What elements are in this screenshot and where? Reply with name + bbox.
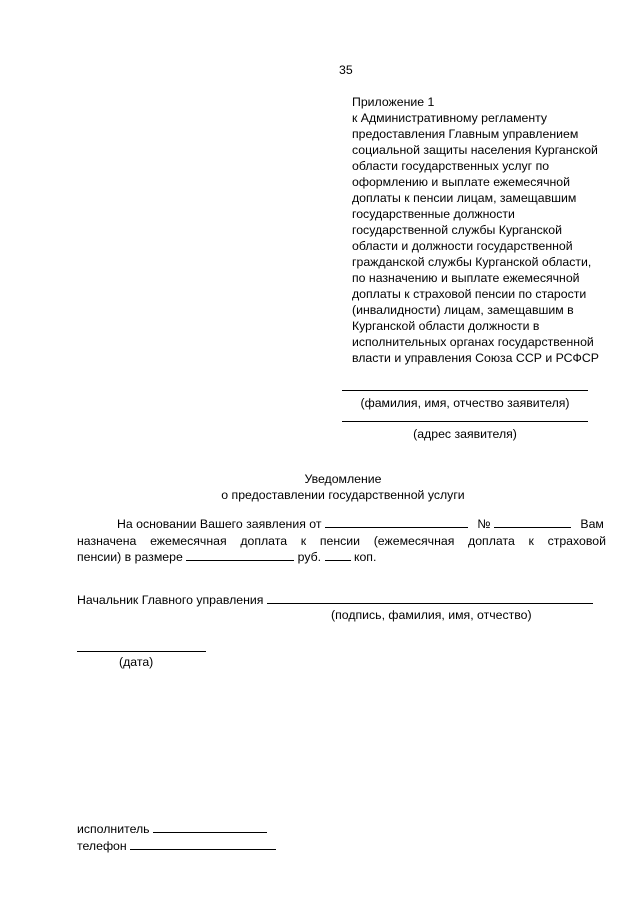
phone-label: телефон (77, 839, 127, 853)
appendix-line: государственной службы Курганской (352, 223, 563, 237)
body-word: доплата (468, 534, 515, 548)
notice-title: Уведомление (304, 472, 382, 486)
body-line-3 (77, 549, 376, 565)
body-line-1 (117, 516, 604, 532)
appendix-line: государственные должности (352, 207, 515, 221)
appendix-line: к Административному регламенту (352, 111, 548, 125)
executor-row (77, 821, 267, 837)
notice-subtitle: о предоставлении государственной услуги (221, 488, 465, 502)
amount-rub-field[interactable] (186, 549, 294, 561)
body-word: к (528, 534, 534, 548)
body-word: к (300, 534, 307, 548)
applicant-name-line (342, 390, 588, 391)
applicant-address-caption: (адрес заявителя) (413, 427, 517, 441)
signature-caption: (подпись, фамилия, имя, отчество) (331, 608, 532, 622)
amount-kop-field[interactable] (325, 549, 351, 561)
body-line-2 (77, 533, 606, 549)
date-caption: (дата) (119, 655, 154, 669)
body-word: доплата (240, 534, 288, 548)
phone-row (77, 838, 276, 854)
kop-label: коп. (353, 550, 377, 564)
date-line[interactable] (77, 651, 206, 652)
number-sign: № (477, 517, 491, 531)
body-word: (ежемесячная (373, 534, 455, 548)
application-date-field[interactable] (325, 516, 468, 528)
body-word: ежемесячная (150, 534, 227, 548)
appendix-line: оформлению и выплате ежемесячной (352, 175, 570, 189)
body-text: На основании Вашего заявления от (117, 517, 322, 531)
executor-field[interactable] (153, 821, 267, 833)
appendix-line: (инвалидности) лицам, замещавшим в (352, 303, 574, 317)
appendix-line: области государственных услуг по (352, 159, 550, 173)
appendix-title: Приложение 1 (352, 95, 435, 109)
signature-row (77, 592, 593, 608)
appendix-line: социальной защиты населения Курганской (352, 143, 598, 157)
body-text: пенсии) в размере (77, 550, 183, 564)
phone-field[interactable] (130, 838, 276, 850)
body-text: Вам (580, 517, 604, 531)
executor-label: исполнитель (77, 822, 150, 836)
appendix-line: власти и управления Союза ССР и РСФСР (352, 351, 599, 365)
appendix-line: Курганской области должности в (352, 319, 540, 333)
signature-label: Начальник Главного управления (77, 593, 264, 607)
application-number-field[interactable] (494, 516, 571, 528)
appendix-line: области и должности государственной (352, 239, 573, 253)
page-number: 35 (339, 63, 353, 77)
applicant-name-caption: (фамилия, имя, отчество заявителя) (360, 396, 570, 410)
body-word: пенсии (319, 534, 361, 548)
appendix-line: доплаты к пенсии лицам, замещавшим (352, 191, 577, 205)
applicant-address-line (342, 421, 588, 422)
appendix-line: предоставления Главным управлением (352, 127, 579, 141)
appendix-line: гражданской службы Курганской области, (352, 255, 592, 269)
body-word: назначена (77, 534, 137, 548)
signature-field[interactable] (267, 592, 593, 604)
appendix-line: по назначению и выплате ежемесячной (352, 271, 580, 285)
body-word: страховой (547, 534, 606, 548)
appendix-line: доплаты к страховой пенсии по старости (352, 287, 587, 301)
rub-label: руб. (297, 550, 322, 564)
appendix-line: исполнительных органах государственной (352, 335, 594, 349)
appendix-header (352, 94, 622, 366)
